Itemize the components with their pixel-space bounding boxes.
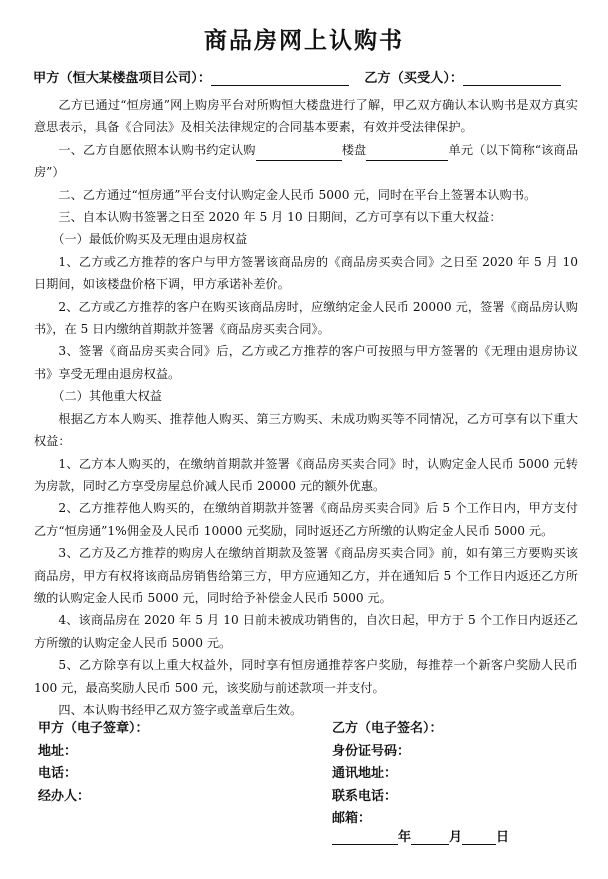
clause-1-part-b: 楼盘 [341, 142, 367, 157]
day-label: 日 [496, 830, 510, 845]
section-2-item-4: 4、该商品房在 2020 年 5 月 10 日前未被成功销售的，自次日起，甲方于 5 个工作日内返还乙方所缴的认购定金人民币 5000 元。 [34, 613, 578, 650]
party-b-email-label: 邮箱： [332, 811, 372, 826]
section-2-title: （二）其他重大权益 [52, 389, 162, 404]
month-blank[interactable] [411, 832, 449, 845]
clause-2: 二、乙方通过“恒房通”平台支付认购定金人民币 5000 元，同时在平台上签署本认购书。 [58, 187, 537, 202]
clause-1 [34, 139, 578, 184]
year-label: 年 [398, 830, 412, 845]
party-b-signature-block [332, 718, 443, 831]
party-a-label: 甲方（恒大某楼盘项目公司）： [33, 71, 212, 86]
party-line [33, 67, 593, 86]
agreement-body [34, 94, 578, 721]
month-label: 月 [449, 830, 463, 845]
party-b-blank[interactable] [463, 73, 561, 86]
party-a-blank[interactable] [211, 73, 349, 86]
section-2-item-3: 3、乙方及乙方推荐的购房人在缴纳首期款及签署《商品房买卖合同》前，如有第三方要购买该商品房，甲方有权将该商品房销售给第三方，甲方应通知乙方，并在通知后 5 个工作日内返还乙方所缴的认购定金人民币 5000 元，同时给予补偿金人民币 5000 元。 [34, 546, 578, 605]
document-title: 商品房网上认购书 [204, 28, 404, 54]
section-2-item-2: 2、乙方推荐他人购买的，在缴纳首期款并签署《商品房买卖合同》后 5 个工作日内，甲方支付乙方“恒房通”1%佣金及人民币 10000 元奖励，同时返还乙方所缴的认购定金人民币 5000 元。 [34, 501, 578, 538]
project-blank[interactable] [256, 148, 342, 161]
party-a-seal-label: 甲方（电子签章）： [38, 721, 149, 736]
party-a-agent-label: 经办人： [38, 788, 91, 804]
section-2-intro: 根据乙方本人购买、推荐他人购买、第三方购买、未成功购买等不同情况，乙方可享有以下重大权益： [34, 411, 578, 449]
clause-1-part-a: 一、乙方自愿依照本认购书约定认购 [58, 142, 256, 157]
party-a-address-label: 地址： [38, 743, 78, 759]
party-b-id-label: 身份证号码： [332, 743, 411, 759]
party-b-address-label: 通讯地址： [332, 766, 398, 781]
clause-3: 三、自本认购书签署之日至 2020 年 5 月 10 日期间，乙方可享有以下重大权益： [58, 210, 502, 225]
day-blank[interactable] [462, 832, 496, 845]
section-1-item-1: 1、乙方或乙方推荐的客户与甲方签署该商品房的《商品房买卖合同》之日至 2020 年 5 月 10 日期间，如该楼盘价格下调，甲方承诺补差价。 [34, 254, 578, 292]
clause-4: 四、本认购书经甲乙双方签字或盖章后生效。 [58, 702, 303, 717]
signing-date [332, 826, 509, 845]
section-1-title: （一）最低价购买及无理由退房权益 [52, 232, 248, 247]
clause-1-part-c: 单元（以下简称“该商品房”） [34, 142, 579, 180]
party-a-signature-block [38, 718, 149, 808]
unit-blank[interactable] [366, 148, 448, 161]
party-a-phone-label: 电话： [38, 766, 78, 781]
section-2-item-1: 1、乙方本人购买的，在缴纳首期款并签署《商品房买卖合同》时，认购定金人民币 5000 元转为房款，同时乙方享受房屋总价减人民币 20000 元的额外优惠。 [34, 456, 578, 493]
party-b-phone-label: 联系电话： [332, 788, 398, 804]
party-b-sign-label: 乙方（电子签名）： [332, 721, 443, 736]
section-1-item-2: 2、乙方或乙方推荐的客户在购买该商品房时，应缴纳定金人民币 20000 元，签署《商品房认购书》，在 5 日内缴纳首期款并签署《商品房买卖合同》。 [34, 299, 578, 337]
year-blank[interactable] [332, 832, 398, 845]
intro-paragraph: 乙方已通过“恒房通”网上购房平台对所购恒大楼盘进行了解，甲乙双方确认本认购书是双方真实意思表示，具备《合同法》及相关法律规定的合同基本要素，有效并受法律保护。 [34, 98, 578, 135]
section-2-item-5: 5、乙方除享有以上重大权益外，同时享有恒房通推荐客户奖励，每推荐一个新客户奖励人民币 100 元，最高奖励人民币 500 元，该奖励与前述款项一并支付。 [34, 658, 578, 695]
party-b-label: 乙方（买受人）： [364, 71, 464, 86]
section-1-item-3: 3、签署《商品房买卖合同》后，乙方或乙方推荐的客户可按照与甲方签署的《无理由退房协议书》享受无理由退房权益。 [34, 344, 578, 381]
